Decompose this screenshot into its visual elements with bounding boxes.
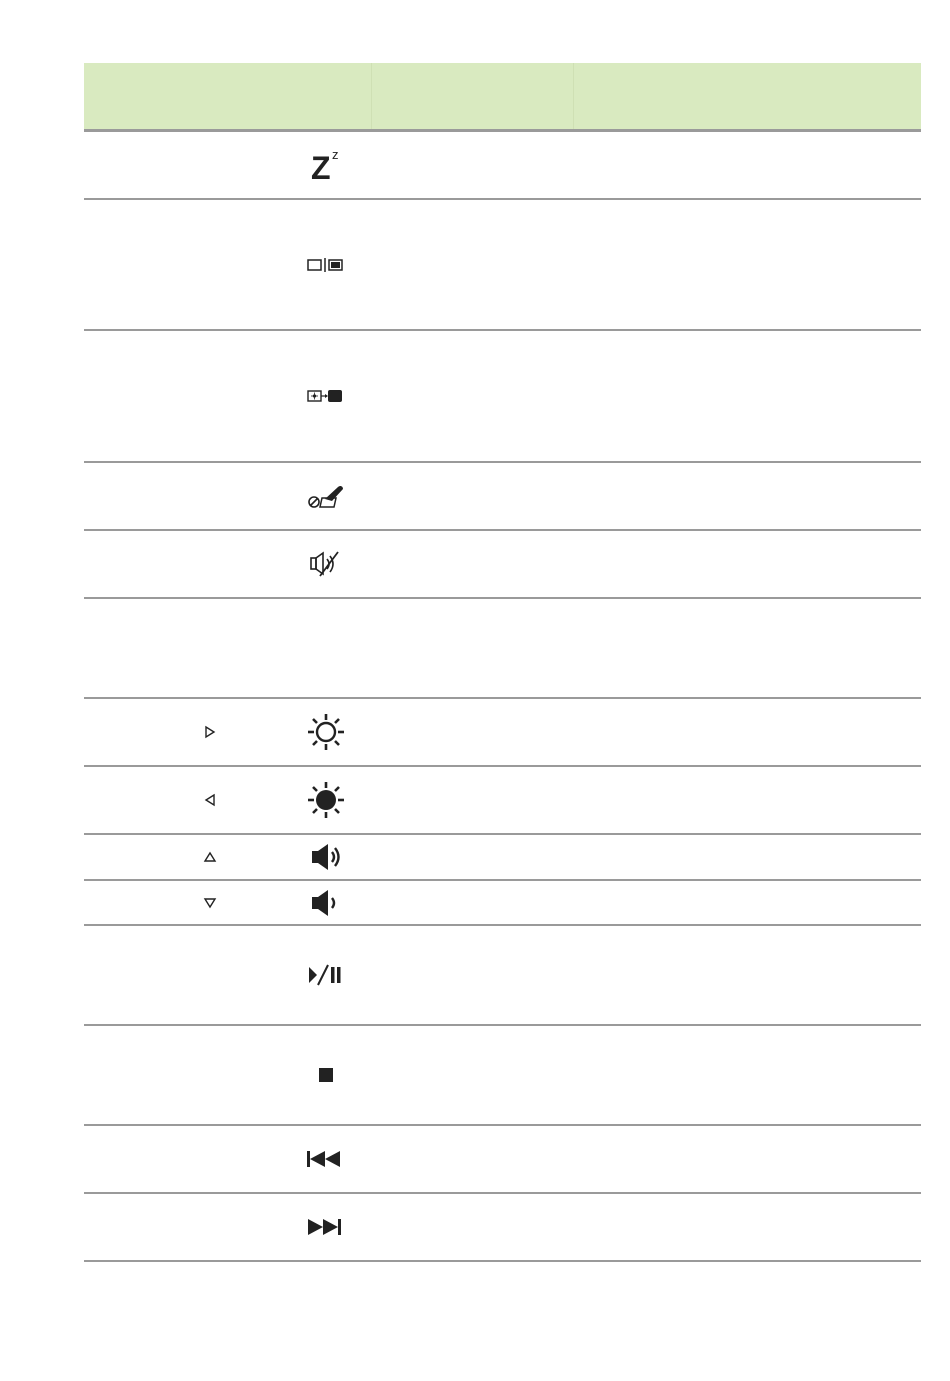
table-row [84, 835, 921, 881]
left-arrow-icon [200, 790, 220, 810]
down-arrow-icon [200, 893, 220, 913]
header-column-divider [573, 63, 574, 129]
display-toggle-icon [306, 245, 346, 285]
table-row [84, 1126, 921, 1194]
table-row [84, 767, 921, 835]
svg-text:Z: Z [311, 150, 331, 185]
hotkey-table [84, 63, 921, 1262]
volume-down-icon [306, 883, 346, 923]
next-track-icon [306, 1207, 346, 1247]
previous-track-icon [306, 1139, 346, 1179]
table-row [84, 1026, 921, 1126]
volume-up-icon [306, 837, 346, 877]
stop-icon [306, 1055, 346, 1095]
table-row [84, 463, 921, 531]
table-row [84, 132, 921, 200]
svg-text:z: z [332, 147, 339, 162]
table-row [84, 699, 921, 767]
table-row [84, 200, 921, 331]
table-row [84, 531, 921, 599]
touchpad-toggle-icon [306, 476, 346, 516]
header-column-divider [371, 63, 372, 129]
screen-blank-icon [306, 376, 346, 416]
table-header [84, 63, 921, 132]
speaker-mute-icon [306, 544, 346, 584]
table-row [84, 1194, 921, 1262]
brightness-up-icon [306, 712, 346, 752]
up-arrow-icon [200, 847, 220, 867]
table-row [84, 599, 921, 699]
table-row [84, 881, 921, 926]
table-row [84, 926, 921, 1026]
sleep-zz-icon [306, 145, 346, 185]
play-pause-icon [306, 955, 346, 995]
right-arrow-icon [200, 722, 220, 742]
table-row [84, 331, 921, 463]
brightness-down-icon [306, 780, 346, 820]
